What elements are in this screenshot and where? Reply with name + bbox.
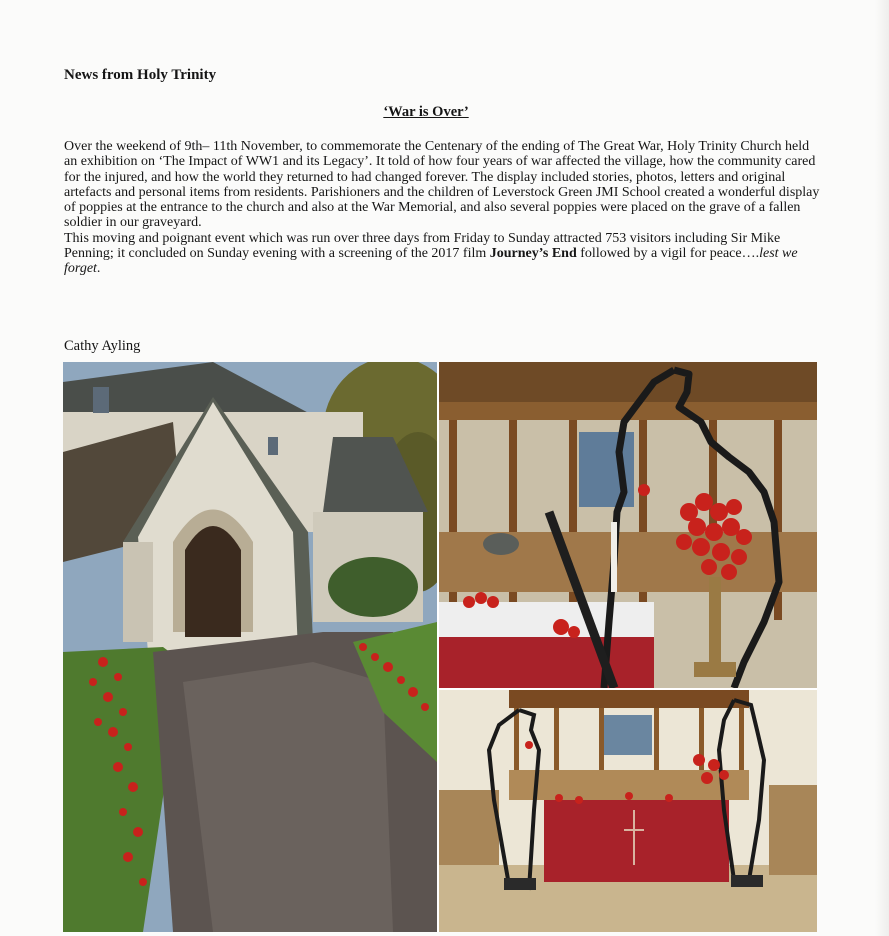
paragraph-2-start: This moving and poignant event which was run over three days from Friday to Sunday attracted 753 visitors including Sir Mike Penning; it concluded on Sunday evening with a screening of the 2017 film bbox=[64, 230, 781, 262]
paragraph-2 bbox=[64, 231, 824, 277]
paragraph-1: Over the weekend of 9th– 11th November, to commemorate the Centenary of the ending of The Great War, Holy Trinity Church held an exhibition on ‘The Impact of WW1 and its Legacy’. It told of how four years of war affected the village, how the community cared for the injured, and how the world they returned to had changed forever. The display included stories, photos, letters and original artefacts and personal items from residents. Parishioners and the children of Leverstock Green JMI School created a wonderful display of poppies at the entrance to the church and also at the War Memorial, and also several poppies were placed on the grave of a fallen soldier in our graveyard. bbox=[64, 139, 820, 231]
article-title: ‘War is Over’ bbox=[383, 104, 469, 120]
section-heading: News from Holy Trinity bbox=[64, 67, 217, 83]
chancel-screen-photo bbox=[439, 362, 817, 688]
church-exterior-photo bbox=[63, 362, 437, 932]
closing-phrase: lest we forget bbox=[64, 246, 798, 277]
paragraph-2-end: . bbox=[96, 261, 101, 277]
page-edge-shadow bbox=[875, 0, 889, 936]
nave-altar-photo bbox=[439, 690, 817, 932]
paragraph-2-middle: followed by a vigil for peace…. bbox=[576, 246, 760, 262]
author-name: Cathy Ayling bbox=[64, 338, 141, 354]
photo-collage bbox=[63, 362, 817, 932]
film-title: Journey’s End bbox=[489, 246, 577, 262]
article-body bbox=[64, 139, 824, 277]
